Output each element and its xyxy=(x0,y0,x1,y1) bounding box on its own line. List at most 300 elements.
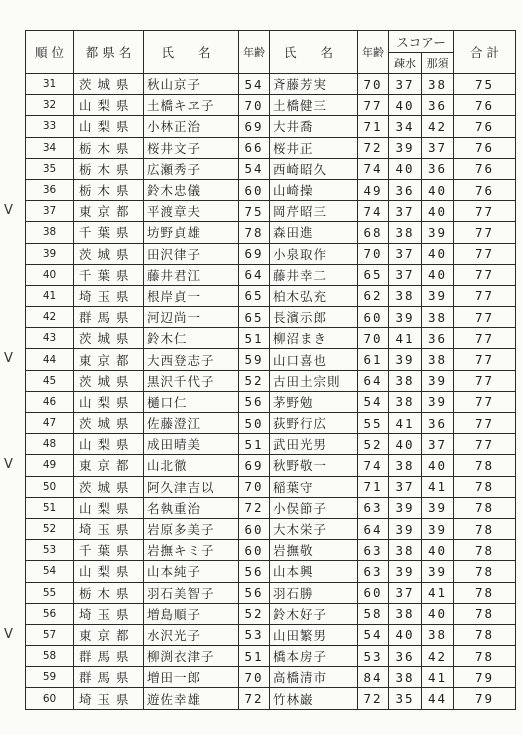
rank-cell: 31 xyxy=(26,74,74,95)
age-cell-1: 65 xyxy=(239,307,270,328)
name-cell-1: 羽石美智子 xyxy=(144,582,239,603)
name-cell-1: 水沢光子 xyxy=(144,624,239,645)
score-cell-2: 40 xyxy=(422,243,454,264)
total-cell: 76 xyxy=(454,158,516,179)
prefecture-cell: 山梨県 xyxy=(74,561,144,582)
total-cell: 78 xyxy=(454,582,516,603)
age-cell-1: 54 xyxy=(239,74,270,95)
table-row xyxy=(26,370,516,391)
prefecture-cell: 山梨県 xyxy=(74,391,144,412)
table-row xyxy=(26,137,516,158)
name-cell-1: 根岸貞一 xyxy=(144,285,239,306)
name-cell-1: 土橋キヱ子 xyxy=(144,95,239,116)
name-cell-1: 秋山京子 xyxy=(144,74,239,95)
name-cell-2: 森田進 xyxy=(270,222,358,243)
score-cell-2: 40 xyxy=(422,179,454,200)
name-cell-1: 鈴木忠儀 xyxy=(144,179,239,200)
name-cell-1: 広瀬秀子 xyxy=(144,158,239,179)
age-cell-2: 60 xyxy=(358,307,389,328)
rank-cell: 48 xyxy=(26,434,74,455)
total-cell: 78 xyxy=(454,476,516,497)
rank-cell: 54 xyxy=(26,561,74,582)
name-cell-2: 羽石勝 xyxy=(270,582,358,603)
score-cell-2: 39 xyxy=(422,285,454,306)
rank-cell: 32 xyxy=(26,95,74,116)
name-cell-1: 樋口仁 xyxy=(144,391,239,412)
rank-cell: 51 xyxy=(26,497,74,518)
score-cell-2: 39 xyxy=(422,391,454,412)
name-cell-1: 阿久津吉以 xyxy=(144,476,239,497)
rank-cell: 59 xyxy=(26,667,74,688)
prefecture-cell: 千葉県 xyxy=(74,540,144,561)
score-cell-1: 40 xyxy=(389,434,422,455)
prefecture-cell: 栃木県 xyxy=(74,582,144,603)
age-cell-2: 65 xyxy=(358,264,389,285)
age-cell-2: 54 xyxy=(358,624,389,645)
score-cell-1: 39 xyxy=(389,349,422,370)
rank-cell: 44 xyxy=(26,349,74,370)
score-cell-2: 42 xyxy=(422,646,454,667)
age-cell-1: 66 xyxy=(239,137,270,158)
prefecture-cell: 群馬県 xyxy=(74,307,144,328)
name-cell-1: 桜井文子 xyxy=(144,137,239,158)
score-cell-1: 40 xyxy=(389,624,422,645)
prefecture-cell: 茨城県 xyxy=(74,74,144,95)
age-cell-1: 72 xyxy=(239,497,270,518)
total-cell: 77 xyxy=(454,307,516,328)
total-cell: 78 xyxy=(454,455,516,476)
name-cell-2: 小泉取作 xyxy=(270,243,358,264)
age-cell-2: 71 xyxy=(358,476,389,497)
name-cell-1: 岩撫キミ子 xyxy=(144,540,239,561)
name-cell-2: 西崎昭久 xyxy=(270,158,358,179)
age-cell-1: 52 xyxy=(239,603,270,624)
score-cell-2: 36 xyxy=(422,413,454,434)
score-cell-1: 41 xyxy=(389,328,422,349)
age-cell-2: 72 xyxy=(358,688,389,709)
age-cell-1: 52 xyxy=(239,370,270,391)
table-row xyxy=(26,95,516,116)
rank-cell: 41 xyxy=(26,285,74,306)
name-cell-1: 田沢律子 xyxy=(144,243,239,264)
name-cell-1: 坊野貞雄 xyxy=(144,222,239,243)
name-cell-1: 佐藤澄江 xyxy=(144,413,239,434)
rank-cell: 49 xyxy=(26,455,74,476)
score-cell-1: 39 xyxy=(389,518,422,539)
name-cell-2: 長濱示郎 xyxy=(270,307,358,328)
rank-cell: 52 xyxy=(26,518,74,539)
name-cell-1: 山北徹 xyxy=(144,455,239,476)
check-mark: V xyxy=(4,350,13,366)
check-mark: V xyxy=(4,456,13,472)
name-cell-1: 鈴木仁 xyxy=(144,328,239,349)
score-cell-2: 38 xyxy=(422,307,454,328)
score-cell-1: 40 xyxy=(389,95,422,116)
name-cell-1: 成田晴美 xyxy=(144,434,239,455)
header-age-1: 年齢 xyxy=(239,31,270,74)
name-cell-1: 藤井君江 xyxy=(144,264,239,285)
table-row xyxy=(26,243,516,264)
score-cell-1: 38 xyxy=(389,285,422,306)
table-row xyxy=(26,285,516,306)
name-cell-2: 山本興 xyxy=(270,561,358,582)
header-total: 合 計 xyxy=(454,31,516,74)
age-cell-1: 70 xyxy=(239,667,270,688)
rank-cell: 40 xyxy=(26,264,74,285)
age-cell-2: 53 xyxy=(358,646,389,667)
name-cell-2: 荻野行広 xyxy=(270,413,358,434)
score-cell-1: 37 xyxy=(389,74,422,95)
age-cell-1: 60 xyxy=(239,540,270,561)
prefecture-cell: 茨城県 xyxy=(74,476,144,497)
age-cell-2: 70 xyxy=(358,328,389,349)
score-cell-2: 40 xyxy=(422,201,454,222)
prefecture-cell: 埼玉県 xyxy=(74,518,144,539)
age-cell-2: 72 xyxy=(358,137,389,158)
prefecture-cell: 栃木県 xyxy=(74,137,144,158)
total-cell: 78 xyxy=(454,518,516,539)
score-cell-1: 37 xyxy=(389,264,422,285)
name-cell-2: 斉藤芳実 xyxy=(270,74,358,95)
prefecture-cell: 茨城県 xyxy=(74,370,144,391)
header-score: スコアー xyxy=(389,31,454,53)
name-cell-2: 柳沼まき xyxy=(270,328,358,349)
header-course-2: 那須 xyxy=(422,53,454,74)
table-row xyxy=(26,413,516,434)
name-cell-1: 大西登志子 xyxy=(144,349,239,370)
score-cell-2: 44 xyxy=(422,688,454,709)
rank-cell: 37 xyxy=(26,201,74,222)
header-age-2: 年齢 xyxy=(358,31,389,74)
total-cell: 78 xyxy=(454,646,516,667)
score-cell-2: 36 xyxy=(422,158,454,179)
table-row xyxy=(26,116,516,137)
total-cell: 77 xyxy=(454,434,516,455)
age-cell-1: 70 xyxy=(239,476,270,497)
score-cell-2: 38 xyxy=(422,349,454,370)
total-cell: 77 xyxy=(454,349,516,370)
total-cell: 77 xyxy=(454,391,516,412)
name-cell-2: 山口喜也 xyxy=(270,349,358,370)
age-cell-1: 53 xyxy=(239,624,270,645)
score-cell-1: 40 xyxy=(389,158,422,179)
name-cell-2: 秋野敬一 xyxy=(270,455,358,476)
name-cell-1: 山本純子 xyxy=(144,561,239,582)
score-cell-1: 37 xyxy=(389,201,422,222)
total-cell: 76 xyxy=(454,95,516,116)
name-cell-1: 小林正治 xyxy=(144,116,239,137)
age-cell-1: 56 xyxy=(239,582,270,603)
name-cell-2: 柏木弘充 xyxy=(270,285,358,306)
name-cell-2: 竹林巌 xyxy=(270,688,358,709)
score-cell-1: 38 xyxy=(389,540,422,561)
score-cell-1: 38 xyxy=(389,391,422,412)
age-cell-1: 54 xyxy=(239,158,270,179)
score-cell-2: 39 xyxy=(422,518,454,539)
score-cell-2: 40 xyxy=(422,540,454,561)
name-cell-2: 茅野勉 xyxy=(270,391,358,412)
score-cell-2: 40 xyxy=(422,455,454,476)
score-cell-1: 39 xyxy=(389,497,422,518)
name-cell-1: 名執重治 xyxy=(144,497,239,518)
age-cell-1: 60 xyxy=(239,518,270,539)
table-row xyxy=(26,603,516,624)
rank-cell: 50 xyxy=(26,476,74,497)
score-cell-2: 37 xyxy=(422,434,454,455)
prefecture-cell: 山梨県 xyxy=(74,497,144,518)
table-row xyxy=(26,497,516,518)
score-cell-2: 40 xyxy=(422,603,454,624)
name-cell-2: 武田光男 xyxy=(270,434,358,455)
score-cell-2: 42 xyxy=(422,116,454,137)
score-cell-2: 39 xyxy=(422,561,454,582)
age-cell-1: 51 xyxy=(239,328,270,349)
age-cell-1: 56 xyxy=(239,391,270,412)
age-cell-2: 70 xyxy=(358,74,389,95)
score-cell-2: 40 xyxy=(422,264,454,285)
check-mark: V xyxy=(4,626,13,642)
score-cell-2: 39 xyxy=(422,497,454,518)
score-cell-2: 38 xyxy=(422,74,454,95)
age-cell-1: 69 xyxy=(239,455,270,476)
prefecture-cell: 東京都 xyxy=(74,201,144,222)
prefecture-cell: 山梨県 xyxy=(74,434,144,455)
age-cell-2: 49 xyxy=(358,179,389,200)
score-cell-1: 37 xyxy=(389,582,422,603)
prefecture-cell: 山梨県 xyxy=(74,95,144,116)
rank-cell: 45 xyxy=(26,370,74,391)
score-cell-2: 38 xyxy=(422,624,454,645)
name-cell-1: 河辺尚一 xyxy=(144,307,239,328)
name-cell-2: 高橋清市 xyxy=(270,667,358,688)
name-cell-2: 古田土宗則 xyxy=(270,370,358,391)
score-table xyxy=(25,30,516,710)
total-cell: 77 xyxy=(454,201,516,222)
total-cell: 78 xyxy=(454,540,516,561)
total-cell: 77 xyxy=(454,285,516,306)
age-cell-2: 74 xyxy=(358,158,389,179)
table-row xyxy=(26,264,516,285)
age-cell-1: 69 xyxy=(239,243,270,264)
rank-cell: 58 xyxy=(26,646,74,667)
name-cell-2: 岡芹昭三 xyxy=(270,201,358,222)
name-cell-2: 藤井幸二 xyxy=(270,264,358,285)
age-cell-2: 74 xyxy=(358,455,389,476)
prefecture-cell: 千葉県 xyxy=(74,264,144,285)
score-cell-1: 36 xyxy=(389,179,422,200)
age-cell-2: 77 xyxy=(358,95,389,116)
rank-cell: 55 xyxy=(26,582,74,603)
rank-cell: 33 xyxy=(26,116,74,137)
score-cell-1: 35 xyxy=(389,688,422,709)
table-row xyxy=(26,582,516,603)
prefecture-cell: 茨城県 xyxy=(74,413,144,434)
score-cell-1: 34 xyxy=(389,116,422,137)
name-cell-2: 大井喬 xyxy=(270,116,358,137)
header-prefecture: 都 県 名 xyxy=(74,31,144,74)
score-cell-2: 39 xyxy=(422,370,454,391)
table-row xyxy=(26,518,516,539)
rank-cell: 39 xyxy=(26,243,74,264)
total-cell: 77 xyxy=(454,243,516,264)
age-cell-1: 56 xyxy=(239,561,270,582)
age-cell-2: 63 xyxy=(358,561,389,582)
score-cell-2: 36 xyxy=(422,95,454,116)
name-cell-1: 柳渕衣津子 xyxy=(144,646,239,667)
name-cell-1: 遊佐幸雄 xyxy=(144,688,239,709)
rank-cell: 42 xyxy=(26,307,74,328)
rank-cell: 57 xyxy=(26,624,74,645)
rank-cell: 60 xyxy=(26,688,74,709)
table-row xyxy=(26,561,516,582)
rank-cell: 47 xyxy=(26,413,74,434)
total-cell: 79 xyxy=(454,667,516,688)
table-row xyxy=(26,307,516,328)
total-cell: 78 xyxy=(454,561,516,582)
rank-cell: 36 xyxy=(26,179,74,200)
score-cell-1: 41 xyxy=(389,413,422,434)
score-cell-1: 39 xyxy=(389,137,422,158)
age-cell-1: 51 xyxy=(239,646,270,667)
total-cell: 78 xyxy=(454,603,516,624)
table-row xyxy=(26,476,516,497)
name-cell-1: 増島順子 xyxy=(144,603,239,624)
header-rank: 順 位 xyxy=(26,31,74,74)
age-cell-1: 69 xyxy=(239,116,270,137)
rank-cell: 35 xyxy=(26,158,74,179)
age-cell-1: 59 xyxy=(239,349,270,370)
age-cell-1: 78 xyxy=(239,222,270,243)
prefecture-cell: 栃木県 xyxy=(74,179,144,200)
prefecture-cell: 埼玉県 xyxy=(74,285,144,306)
prefecture-cell: 群馬県 xyxy=(74,646,144,667)
table-row xyxy=(26,688,516,709)
table-row xyxy=(26,179,516,200)
table-row xyxy=(26,349,516,370)
age-cell-2: 55 xyxy=(358,413,389,434)
score-cell-1: 38 xyxy=(389,603,422,624)
score-cell-2: 37 xyxy=(422,137,454,158)
score-cell-1: 39 xyxy=(389,561,422,582)
age-cell-2: 64 xyxy=(358,370,389,391)
total-cell: 77 xyxy=(454,370,516,391)
total-cell: 78 xyxy=(454,497,516,518)
prefecture-cell: 茨城県 xyxy=(74,243,144,264)
prefecture-cell: 栃木県 xyxy=(74,158,144,179)
prefecture-cell: 千葉県 xyxy=(74,222,144,243)
rank-cell: 43 xyxy=(26,328,74,349)
score-cell-2: 36 xyxy=(422,328,454,349)
age-cell-2: 63 xyxy=(358,497,389,518)
score-cell-1: 37 xyxy=(389,476,422,497)
age-cell-2: 68 xyxy=(358,222,389,243)
rank-cell: 34 xyxy=(26,137,74,158)
table-row xyxy=(26,158,516,179)
name-cell-2: 土橋健三 xyxy=(270,95,358,116)
rank-cell: 53 xyxy=(26,540,74,561)
table-row xyxy=(26,455,516,476)
table-row xyxy=(26,74,516,95)
prefecture-cell: 埼玉県 xyxy=(74,603,144,624)
total-cell: 77 xyxy=(454,328,516,349)
name-cell-2: 大木栄子 xyxy=(270,518,358,539)
name-cell-2: 橋本房子 xyxy=(270,646,358,667)
age-cell-2: 61 xyxy=(358,349,389,370)
name-cell-2: 岩撫敬 xyxy=(270,540,358,561)
score-cell-2: 41 xyxy=(422,582,454,603)
name-cell-1: 平渡章夫 xyxy=(144,201,239,222)
age-cell-2: 84 xyxy=(358,667,389,688)
prefecture-cell: 東京都 xyxy=(74,624,144,645)
age-cell-1: 70 xyxy=(239,95,270,116)
name-cell-2: 鈴木好子 xyxy=(270,603,358,624)
prefecture-cell: 山梨県 xyxy=(74,116,144,137)
table-row xyxy=(26,201,516,222)
name-cell-1: 岩原多美子 xyxy=(144,518,239,539)
score-cell-1: 38 xyxy=(389,455,422,476)
score-cell-1: 36 xyxy=(389,646,422,667)
table-row xyxy=(26,391,516,412)
score-cell-1: 38 xyxy=(389,667,422,688)
name-cell-1: 増田一郎 xyxy=(144,667,239,688)
score-cell-1: 38 xyxy=(389,222,422,243)
name-cell-2: 山崎操 xyxy=(270,179,358,200)
age-cell-2: 62 xyxy=(358,285,389,306)
total-cell: 79 xyxy=(454,688,516,709)
prefecture-cell: 東京都 xyxy=(74,349,144,370)
score-cell-1: 37 xyxy=(389,243,422,264)
table-row xyxy=(26,667,516,688)
age-cell-1: 64 xyxy=(239,264,270,285)
age-cell-2: 63 xyxy=(358,540,389,561)
prefecture-cell: 東京都 xyxy=(74,455,144,476)
rank-cell: 38 xyxy=(26,222,74,243)
total-cell: 78 xyxy=(454,624,516,645)
table-row xyxy=(26,222,516,243)
age-cell-1: 50 xyxy=(239,413,270,434)
name-cell-2: 稲葉守 xyxy=(270,476,358,497)
age-cell-2: 58 xyxy=(358,603,389,624)
total-cell: 76 xyxy=(454,137,516,158)
table-row xyxy=(26,646,516,667)
total-cell: 75 xyxy=(454,74,516,95)
total-cell: 76 xyxy=(454,179,516,200)
prefecture-cell: 埼玉県 xyxy=(74,688,144,709)
age-cell-1: 65 xyxy=(239,285,270,306)
total-cell: 76 xyxy=(454,116,516,137)
score-cell-2: 41 xyxy=(422,667,454,688)
age-cell-2: 71 xyxy=(358,116,389,137)
table-row xyxy=(26,540,516,561)
age-cell-2: 74 xyxy=(358,201,389,222)
table-row xyxy=(26,434,516,455)
table-row xyxy=(26,624,516,645)
prefecture-cell: 群馬県 xyxy=(74,667,144,688)
score-cell-1: 39 xyxy=(389,307,422,328)
age-cell-2: 64 xyxy=(358,518,389,539)
rank-cell: 46 xyxy=(26,391,74,412)
name-cell-2: 山田繁男 xyxy=(270,624,358,645)
name-cell-2: 桜井正 xyxy=(270,137,358,158)
score-cell-2: 39 xyxy=(422,222,454,243)
name-cell-2: 小俣節子 xyxy=(270,497,358,518)
age-cell-1: 75 xyxy=(239,201,270,222)
name-cell-1: 黒沢千代子 xyxy=(144,370,239,391)
age-cell-2: 54 xyxy=(358,391,389,412)
total-cell: 77 xyxy=(454,413,516,434)
total-cell: 77 xyxy=(454,222,516,243)
age-cell-1: 72 xyxy=(239,688,270,709)
